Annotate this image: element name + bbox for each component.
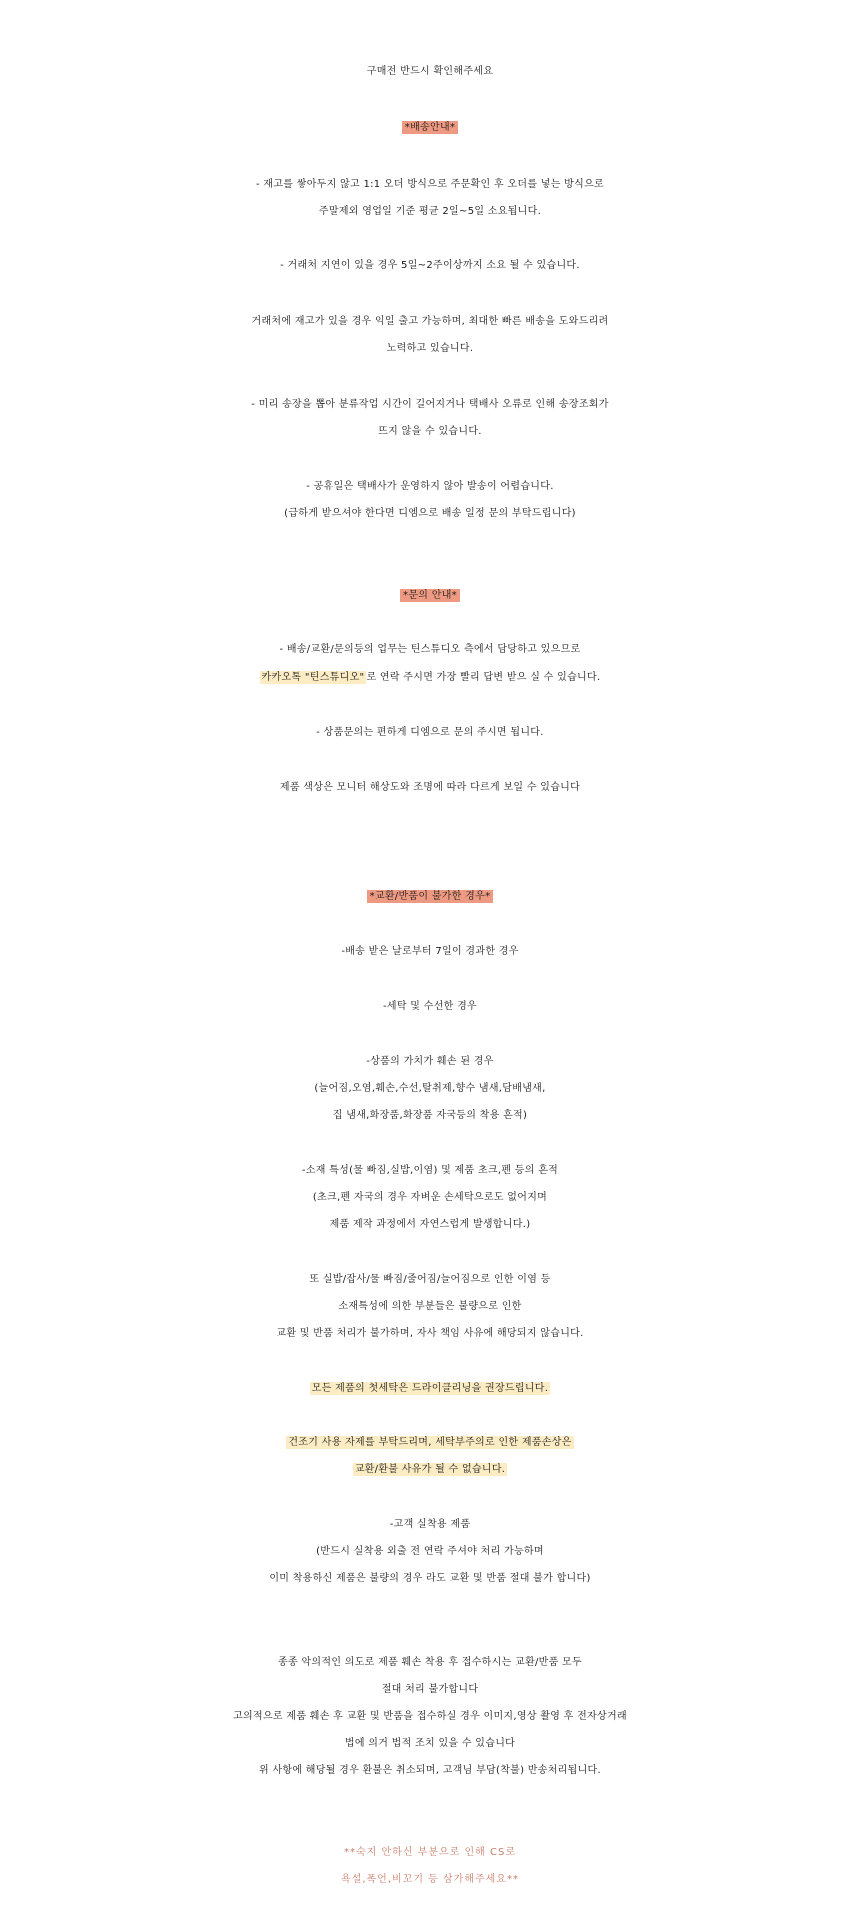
exchange-item: (반드시 실착용 외출 전 연락 주셔야 처리 가능하며 (316, 1546, 544, 1557)
warning-text: 절대 처리 불가합니다 (381, 1684, 479, 1695)
exchange-item: 이미 착용하신 제품은 불량의 경우 라도 교환 및 반품 절대 불가 합니다) (269, 1573, 591, 1584)
shipping-text: - 재고를 쌓아두지 않고 1:1 오더 방식으로 주문확인 후 오더를 넣는 방식으로 (255, 179, 604, 190)
shipping-text: - 공휴일은 택배사가 운영하지 않아 발송이 어렵습니다. (306, 481, 554, 492)
shipping-text: 노력하고 있습니다. (386, 343, 474, 354)
dryer-highlight: 교환/환불 사유가 될 수 없습니다. (354, 1464, 506, 1475)
exchange-item: -소재 특성(물 빠짐,실밥,이염) 및 제품 초크,펜 등의 흔적 (301, 1165, 559, 1176)
warning-text: 종종 악의적인 의도로 제품 훼손 착용 후 접수하시는 교환/반품 모두 (278, 1657, 582, 1668)
dryclean-highlight: 모든 제품의 첫세탁은 드라이클리닝을 권장드립니다. (311, 1383, 549, 1394)
inquiry-text: 제품 색상은 모니터 해상도와 조명에 따라 다르게 보일 수 있습니다 (279, 782, 581, 793)
shipping-text: 거래처에 재고가 있을 경우 익일 출고 가능하며, 최대한 빠른 배송을 도와드리려 (251, 316, 609, 327)
exchange-item: -배송 받은 날로부터 7일이 경과한 경우 (341, 946, 519, 957)
inquiry-text-rest: 로 연락 주시면 가장 빨리 답변 받으 실 수 있습니다. (366, 672, 601, 683)
footer-note: **숙지 안하신 부분으로 인해 CS로 (344, 1847, 516, 1858)
page-title: 구매전 반드시 확인해주세요 (366, 66, 494, 77)
exchange-item: 교환 및 반품 처리가 불가하며, 자사 책임 사유에 해당되지 않습니다. (276, 1328, 584, 1339)
shipping-text: 주말제외 영업일 기준 평균 2일~5일 소요됩니다. (318, 206, 542, 217)
exchange-item: 집 냄새,화장품,화장품 자국등의 착용 흔적) (332, 1110, 528, 1121)
shipping-text: (급하게 받으셔야 한다면 디엠으로 배송 일정 문의 부탁드립니다) (284, 508, 576, 519)
warning-text: 고의적으로 제품 훼손 후 교환 및 반품을 접수하실 경우 이미지,영상 촬영 후 전자상거래 (233, 1711, 627, 1722)
exchange-item (0, 1375, 860, 1402)
exchange-heading-label: *교환/반품이 불가한 경우* (367, 890, 494, 903)
exchange-item: -고객 실착용 제품 (389, 1519, 471, 1530)
exchange-item: 소재특성에 의한 부분들은 불량으로 인한 (338, 1301, 522, 1312)
kakao-highlight: 카카오톡 "틴스튜디오" (261, 672, 365, 683)
inquiry-text (0, 664, 860, 691)
exchange-item (0, 1429, 860, 1456)
exchange-heading (0, 883, 860, 910)
shipping-heading (0, 114, 860, 141)
shipping-text: - 거래처 지연이 있을 경우 5일~2주이상까지 소요 될 수 있습니다. (280, 260, 580, 271)
shipping-text: 뜨지 않을 수 있습니다. (378, 426, 482, 437)
shipping-heading-label: *배송안내* (402, 121, 458, 134)
exchange-item: -세탁 및 수선한 경우 (382, 1001, 478, 1012)
exchange-item (0, 1456, 860, 1483)
dryer-highlight: 건조기 사용 자제를 부탁드리며, 세탁부주의로 인한 제품손상은 (288, 1437, 572, 1448)
inquiry-heading-label: *문의 안내* (400, 589, 460, 602)
warning-text: 위 사항에 해당될 경우 환불은 취소되며, 고객님 부담(착불) 반송처리됩니다. (259, 1765, 601, 1776)
exchange-item: 제품 제작 과정에서 자연스럽게 발생합니다.) (329, 1219, 531, 1230)
exchange-item: -상품의 가치가 훼손 된 경우 (366, 1056, 494, 1067)
exchange-item: (늘어짐,오염,훼손,수선,탈취제,향수 냄새,담배냄새, (314, 1083, 546, 1094)
shipping-text: - 미리 송장을 뽑아 분류작업 시간이 길어지거나 택배사 오류로 인해 송장조회가 (251, 399, 609, 410)
exchange-item: (초크,펜 자국의 경우 자벼운 손세탁으로도 없어지며 (312, 1192, 548, 1203)
warning-text: 법에 의거 법적 조치 있을 수 있습니다 (344, 1738, 516, 1749)
inquiry-text: - 배송/교환/문의등의 업무는 틴스튜디오 측에서 담당하고 있으므로 (279, 644, 581, 655)
exchange-item: 또 실밥/잡사/물 빠짐/줄어짐/늘어짐으로 인한 이염 등 (309, 1274, 551, 1285)
inquiry-heading (0, 582, 860, 609)
footer-note: 욕설,폭언,비꼬기 등 삼가해주세요** (341, 1874, 519, 1885)
inquiry-text: - 상품문의는 편하게 디엠으로 문의 주시면 됩니다. (316, 727, 544, 738)
